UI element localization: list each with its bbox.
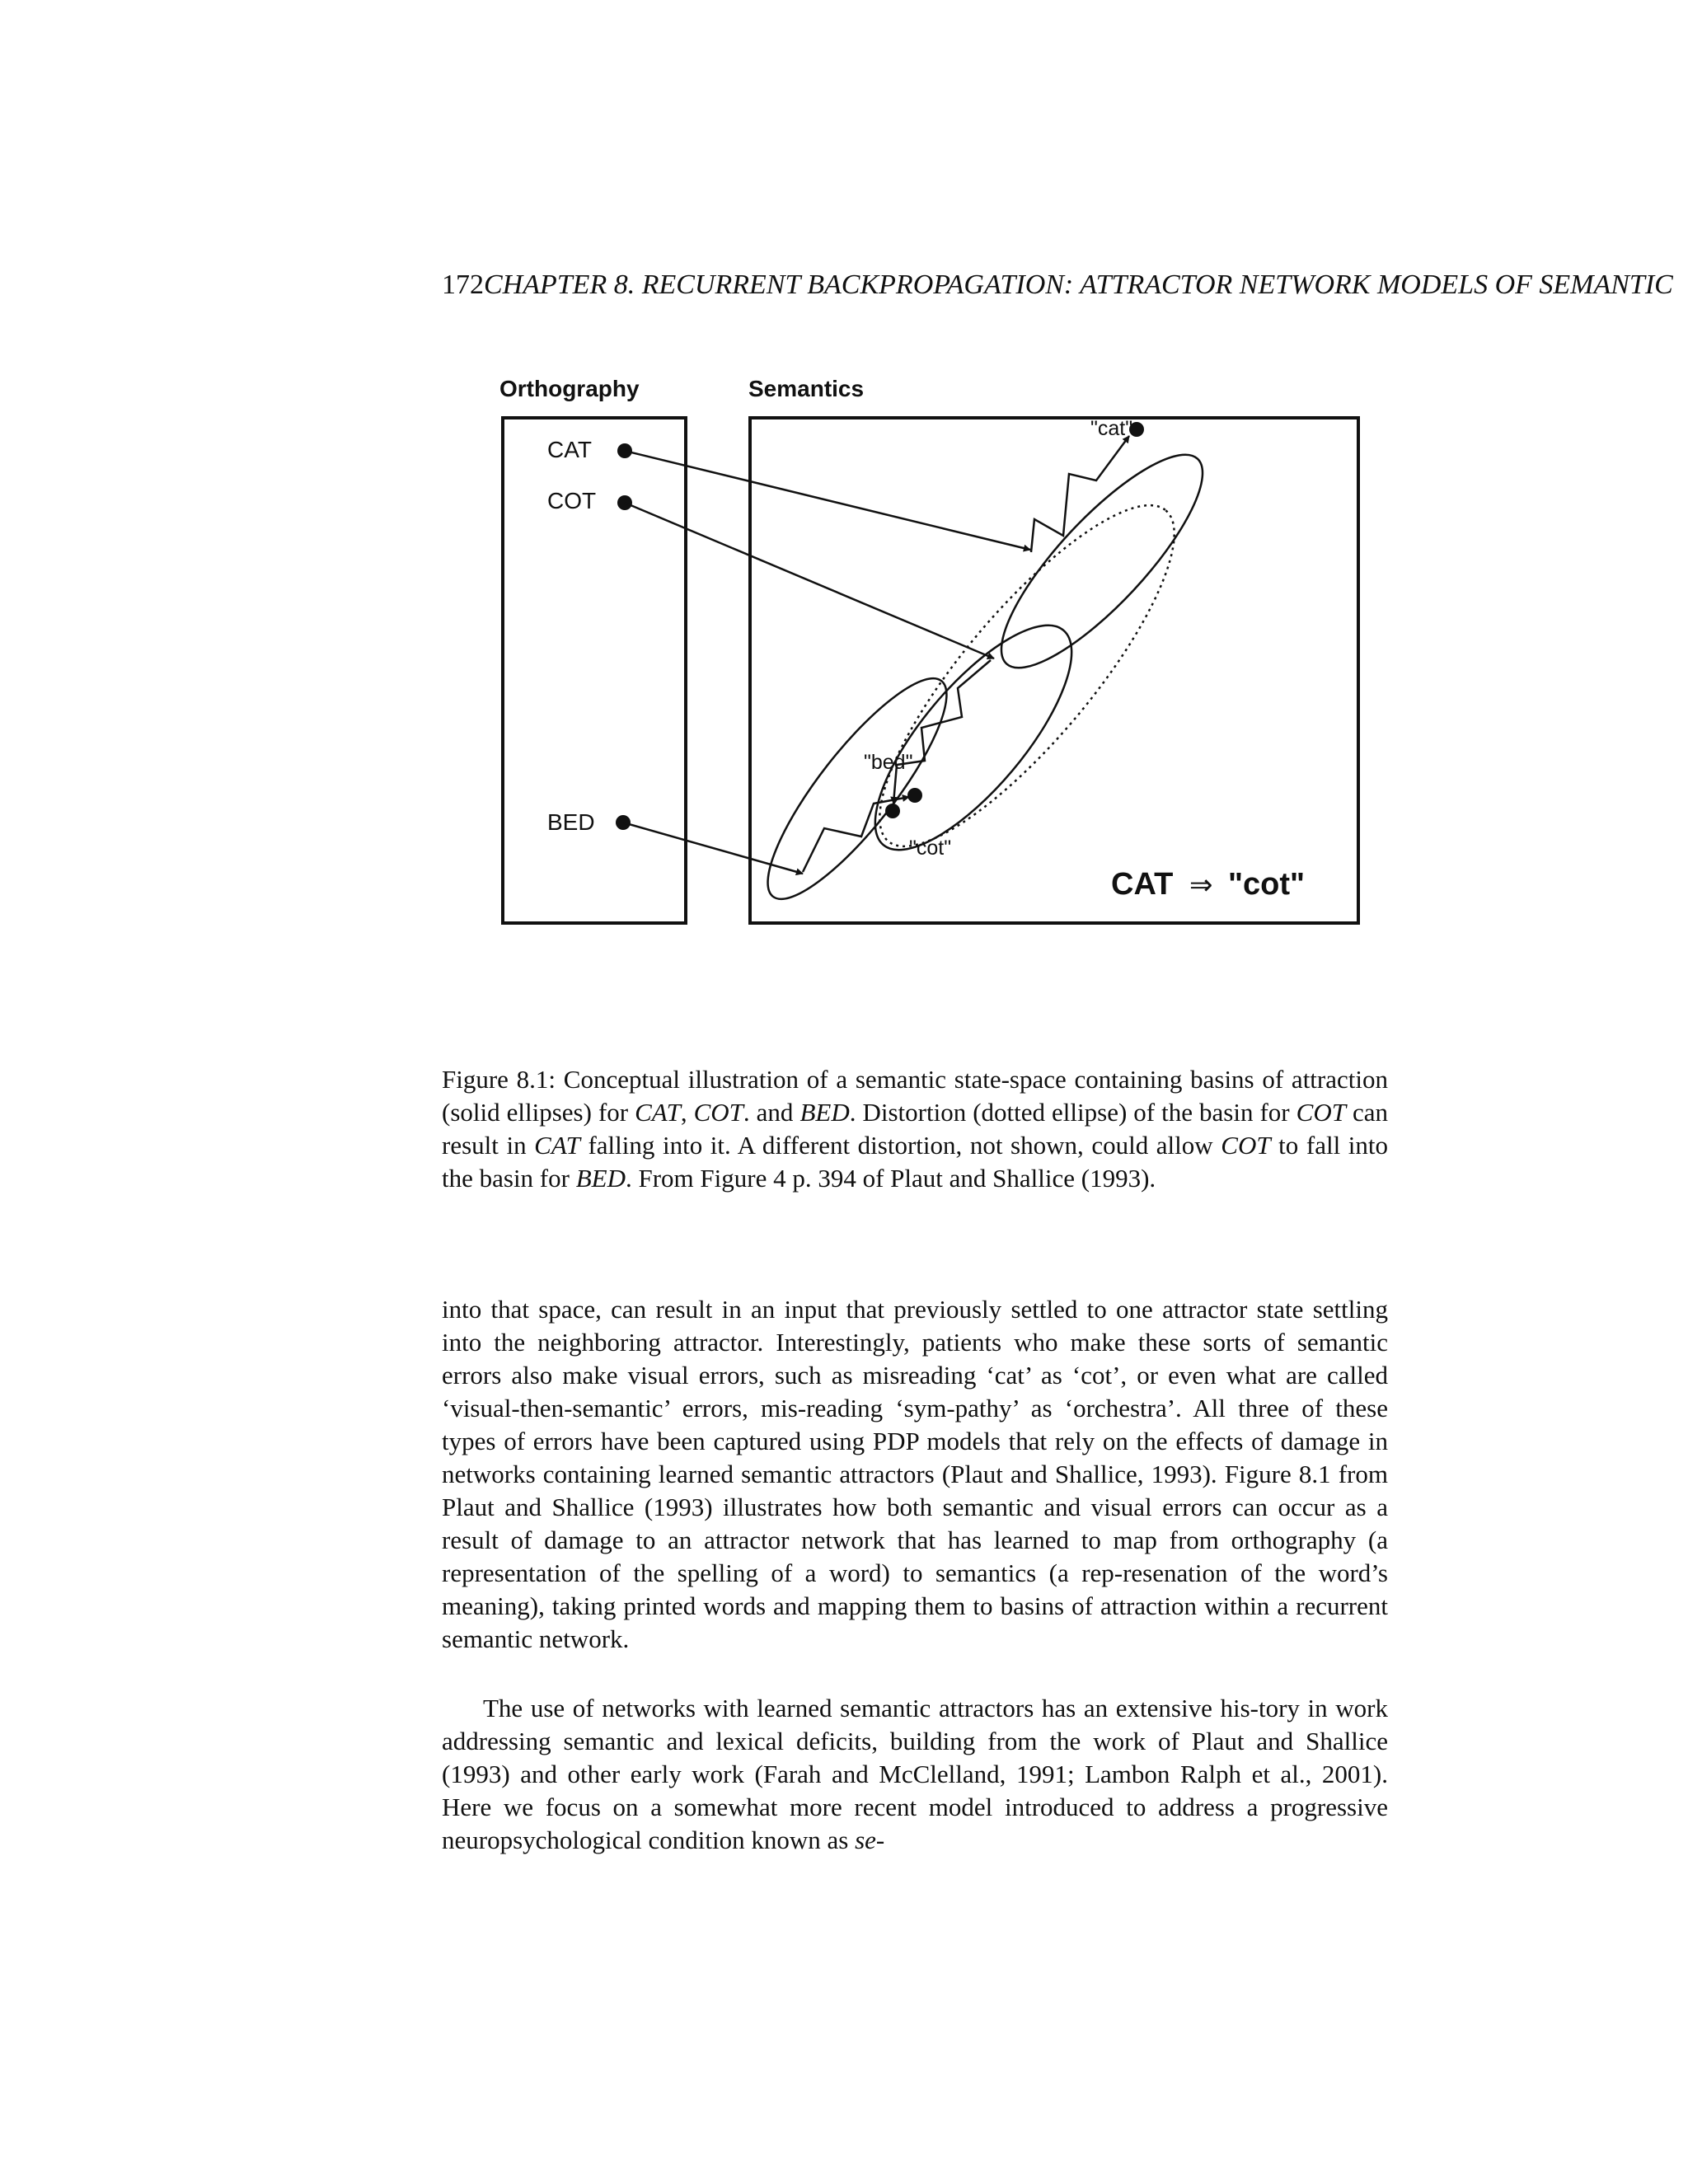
orthography-label: Orthography (499, 376, 640, 401)
attractor-diagram (486, 375, 1401, 952)
semantics-box (750, 418, 1358, 923)
attractor-label-cot: "cot" (909, 837, 952, 860)
semantics-label: Semantics (748, 376, 865, 401)
arrow-cot-input (625, 503, 994, 658)
attractor-cot-dot (885, 804, 900, 818)
body-paragraph-1: into that space, can result in an input that previously settled to one attractor state settling into the neighboring attractor. Interestingly, patients who make these sorts of semantic errors also make visual errors, such as misreading ‘cat’ as ‘cot’, or even what are called ‘visual-then-semantic’ errors, mis-reading ‘sym-pathy’ as ‘orchestra’. All three of these types of errors have been captured using PDP models that rely on the effects of damage in networks containing learned semantic attractors (Plaut and Shallice, 1993). Figure 8.1 from Plaut and Shallice (1993) illustrates how both semantic and visual errors can occur as a result of damage to an attractor network that has learned to map from orthography (a representation of the spelling of a word) to semantics (a rep-resenation of the word’s meaning), taking printed words and mapping them to basins of attraction within a recurrent semantic network. (442, 1295, 1388, 1653)
figure-caption: Figure 8.1: Conceptual illustration of a semantic state-space containing basins of attraction (solid ellipses) for CAT, COT. and BED. Distortion (dotted ellipse) of the basin for COT can result in CAT falling into it. A different distortion, not shown, could allow COT to fall into the basin for BED. From Figure 4 p. 394 of Plaut and Shallice (1993). (442, 1065, 1389, 1193)
page-number: 172 (442, 269, 484, 300)
attractor-label-cat: "cat" (1090, 417, 1133, 440)
attractor-bed-dot (907, 788, 922, 803)
word-cot: COT (547, 488, 597, 513)
basin-cat (975, 429, 1229, 693)
annotation-arrow: ⇒ (1189, 869, 1213, 901)
attractor-label-bed: "bed" (864, 751, 913, 774)
figure-8-1 (486, 375, 1401, 952)
chapter-title: CHAPTER 8. RECURRENT BACKPROPAGATION: ATTRACTOR NETWORK MODELS OF SEMANTIC (484, 269, 1673, 300)
annotation-left: CAT (1111, 867, 1174, 902)
running-head (442, 269, 1688, 302)
annotation-right: "cot" (1228, 867, 1306, 902)
basin-bed (743, 658, 972, 920)
word-bed: BED (547, 809, 595, 835)
word-cat: CAT (547, 437, 592, 462)
trajectory-cat (1031, 436, 1129, 552)
basin-cot (844, 598, 1103, 878)
basin-cot-distorted (839, 469, 1215, 883)
body-paragraph-2: The use of networks with learned semantic attractors has an extensive his-tory in work addressing semantic and lexical deficits, building from the work of Plaut and Shallice (1993) and other early work (Farah and McClelland, 1991; Lambon Ralph et al., 2001). Here we focus on a somewhat more recent model introduced to address a progressive neuropsychological condition known as se- (442, 1694, 1388, 1854)
